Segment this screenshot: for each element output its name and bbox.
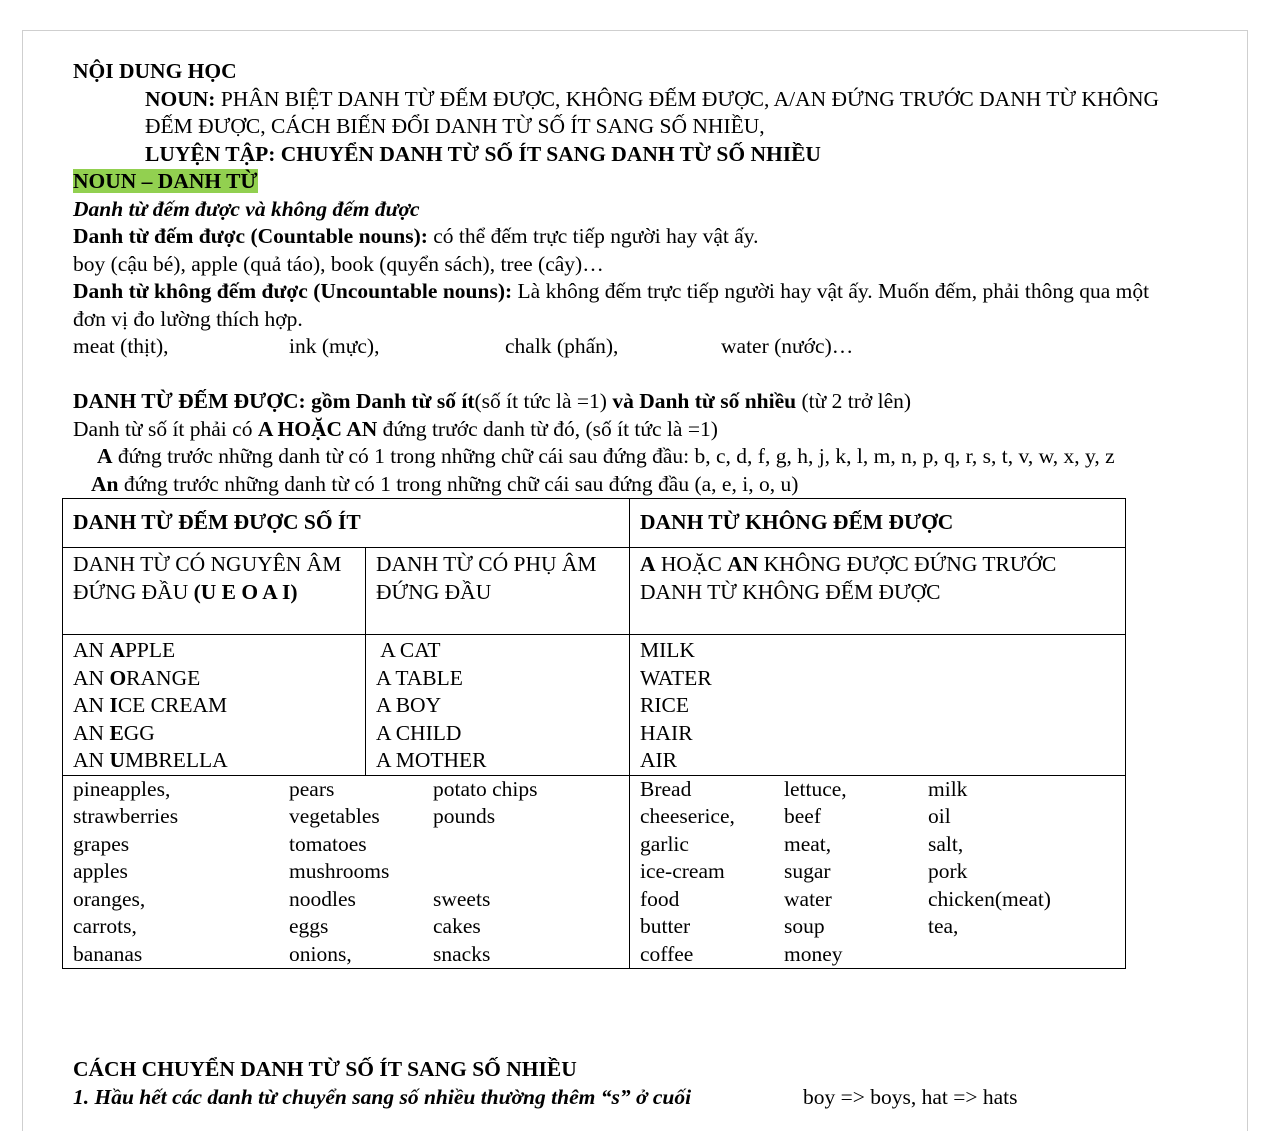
- header-countable-singular: DANH TỪ ĐẾM ĐƯỢC SỐ ÍT: [63, 499, 630, 548]
- word-cell: [928, 941, 1115, 969]
- topic: NOUN: PHÂN BIỆT DANH TỪ ĐẾM ĐƯỢC, KHÔNG ĐẾM ĐƯỢC, A/AN ĐỨNG TRƯỚC DANH TỪ KHÔNG ĐẾM ĐƯỢC, CÁCH BIẾN ĐỔI DANH TỪ SỐ ÍT SANG SỐ NHIỀU,: [145, 86, 1160, 138]
- word-cell: cheeserice,: [640, 804, 735, 828]
- rule-line-2: Danh từ số ít phải có A HOẶC AN đứng trước danh từ đó, (số ít tức là =1): [73, 416, 718, 441]
- consonant-examples: [366, 635, 630, 776]
- word-cell: beef: [784, 804, 821, 828]
- word-cell: ice-cream: [640, 859, 725, 883]
- uncount-word-grid: [630, 776, 1125, 969]
- document-content: [73, 58, 1173, 1109]
- word-cell: noodles: [289, 886, 356, 911]
- uncount-words-cell: [630, 775, 1126, 969]
- word-cell: money: [784, 941, 843, 966]
- word-cell: pork: [928, 859, 968, 883]
- word-cell: water: [784, 886, 832, 911]
- list-item: RICE: [640, 693, 689, 717]
- word-cell: garlic: [640, 831, 689, 856]
- word-cell: soup: [784, 914, 825, 938]
- countable-examples: boy (cậu bé), apple (quả táo), book (quyển sách), tree (cây)…: [73, 251, 604, 276]
- word-cell: apples: [73, 859, 128, 883]
- list-item: WATER: [640, 665, 712, 690]
- word-cell: food: [640, 886, 680, 911]
- section-title: NOUN – DANH TỪ: [73, 169, 258, 193]
- uncountable-def: Danh từ không đếm được (Uncountable nouns): Là không đếm trực tiếp người hay vật ấy. Muốn đếm, phải thông qua một đơn vị đo lường thích hợp.: [73, 279, 1150, 331]
- uncountable-examples: meat (thịt), ink (mực), chalk (phấn), water (nước)…: [73, 334, 854, 358]
- word-cell: [433, 858, 619, 886]
- word-cell: bananas: [73, 941, 143, 966]
- word-cell: tea,: [928, 914, 959, 938]
- list-item: A MOTHER: [376, 748, 487, 772]
- word-cell: carrots,: [73, 914, 137, 938]
- table-header-row: [63, 499, 1126, 548]
- plural-rule-1: 1. Hầu hết các danh từ chuyển sang số nhiều thường thêm “s” ở cuối boy => boys, hat => hats: [73, 1085, 1018, 1109]
- list-item: A CAT: [376, 638, 441, 662]
- vowel-header: DANH TỪ CÓ NGUYÊN ÂM ĐỨNG ĐẦU (U E O A I): [63, 548, 366, 635]
- list-item: AN UMBRELLA: [73, 748, 228, 772]
- countable-def: Danh từ đếm được (Countable nouns): có thể đếm trực tiếp người hay vật ấy.: [73, 224, 759, 248]
- word-cell: Bread: [640, 776, 692, 801]
- word-cell: snacks: [433, 941, 491, 966]
- header-uncountable: DANH TỪ KHÔNG ĐẾM ĐƯỢC: [630, 499, 1126, 548]
- list-item: AN ICE CREAM: [73, 693, 228, 717]
- list-item: AIR: [640, 748, 678, 772]
- heading: NỘI DUNG HỌC: [73, 59, 237, 83]
- consonant-header: DANH TỪ CÓ PHỤ ÂM ĐỨNG ĐẦU: [366, 548, 630, 635]
- plural-word-grid: [63, 776, 629, 969]
- word-cell: sugar: [784, 859, 831, 883]
- word-cell: pears: [289, 776, 335, 801]
- word-cell: mushrooms: [289, 859, 390, 883]
- noun-table: [62, 498, 1126, 969]
- plural-section-title: CÁCH CHUYỂN DANH TỪ SỐ ÍT SANG SỐ NHIỀU: [73, 1057, 577, 1081]
- vowel-examples: [63, 635, 366, 776]
- list-item: AN ORANGE: [73, 665, 201, 690]
- word-cell: meat,: [784, 831, 832, 856]
- word-cell: vegetables: [289, 804, 380, 828]
- word-cell: milk: [928, 776, 968, 801]
- rule-an: An đứng trước những danh từ có 1 trong những chữ cái sau đứng đầu (a, e, i, o, u): [91, 471, 799, 496]
- word-cell: potato chips: [433, 776, 538, 801]
- table-list-row: [63, 775, 1126, 969]
- word-cell: oil: [928, 804, 951, 828]
- word-cell: strawberries: [73, 804, 179, 828]
- list-item: A CHILD: [376, 720, 462, 745]
- rule-a: A đứng trước những danh từ có 1 trong những chữ cái sau đứng đầu: b, c, d, f, g, h, j, k, l, m, n, p, q, r, s, t, v, w, x, y, z: [97, 444, 1115, 468]
- word-cell: grapes: [73, 831, 130, 856]
- word-cell: sweets: [433, 886, 491, 911]
- list-item: AN APPLE: [73, 638, 176, 662]
- word-cell: chicken(meat): [928, 886, 1051, 911]
- uncountable-header: A HOẶC AN KHÔNG ĐƯỢC ĐỨNG TRƯỚC DANH TỪ KHÔNG ĐẾM ĐƯỢC: [630, 548, 1126, 635]
- word-cell: coffee: [640, 941, 694, 966]
- uncountable-examples-cell: [630, 635, 1126, 776]
- list-item: HAIR: [640, 720, 693, 745]
- word-cell: cakes: [433, 914, 481, 938]
- word-cell: eggs: [289, 914, 329, 938]
- table-examples-row: [63, 635, 1126, 776]
- word-cell: oranges,: [73, 886, 146, 911]
- word-cell: pounds: [433, 804, 496, 828]
- table-subheader-row: [63, 548, 1126, 635]
- rule-line-1: DANH TỪ ĐẾM ĐƯỢC: gồm Danh từ số ít(số ít tức là =1) và Danh từ số nhiều (từ 2 trở lên): [73, 389, 912, 413]
- list-item: AN EGG: [73, 720, 155, 745]
- practice-line: LUYỆN TẬP: CHUYỂN DANH TỪ SỐ ÍT SANG DANH TỪ SỐ NHIỀU: [145, 141, 821, 166]
- plural-words-cell: [63, 775, 630, 969]
- word-cell: pineapples,: [73, 776, 171, 801]
- word-cell: butter: [640, 914, 691, 938]
- subtitle: Danh từ đếm được và không đếm được: [73, 196, 420, 221]
- word-cell: [433, 831, 619, 859]
- list-item: A TABLE: [376, 665, 463, 690]
- list-item: MILK: [640, 638, 695, 662]
- word-cell: lettuce,: [784, 776, 847, 801]
- list-item: A BOY: [376, 693, 442, 717]
- word-cell: tomatoes: [289, 831, 367, 856]
- word-cell: salt,: [928, 831, 964, 856]
- word-cell: onions,: [289, 941, 352, 966]
